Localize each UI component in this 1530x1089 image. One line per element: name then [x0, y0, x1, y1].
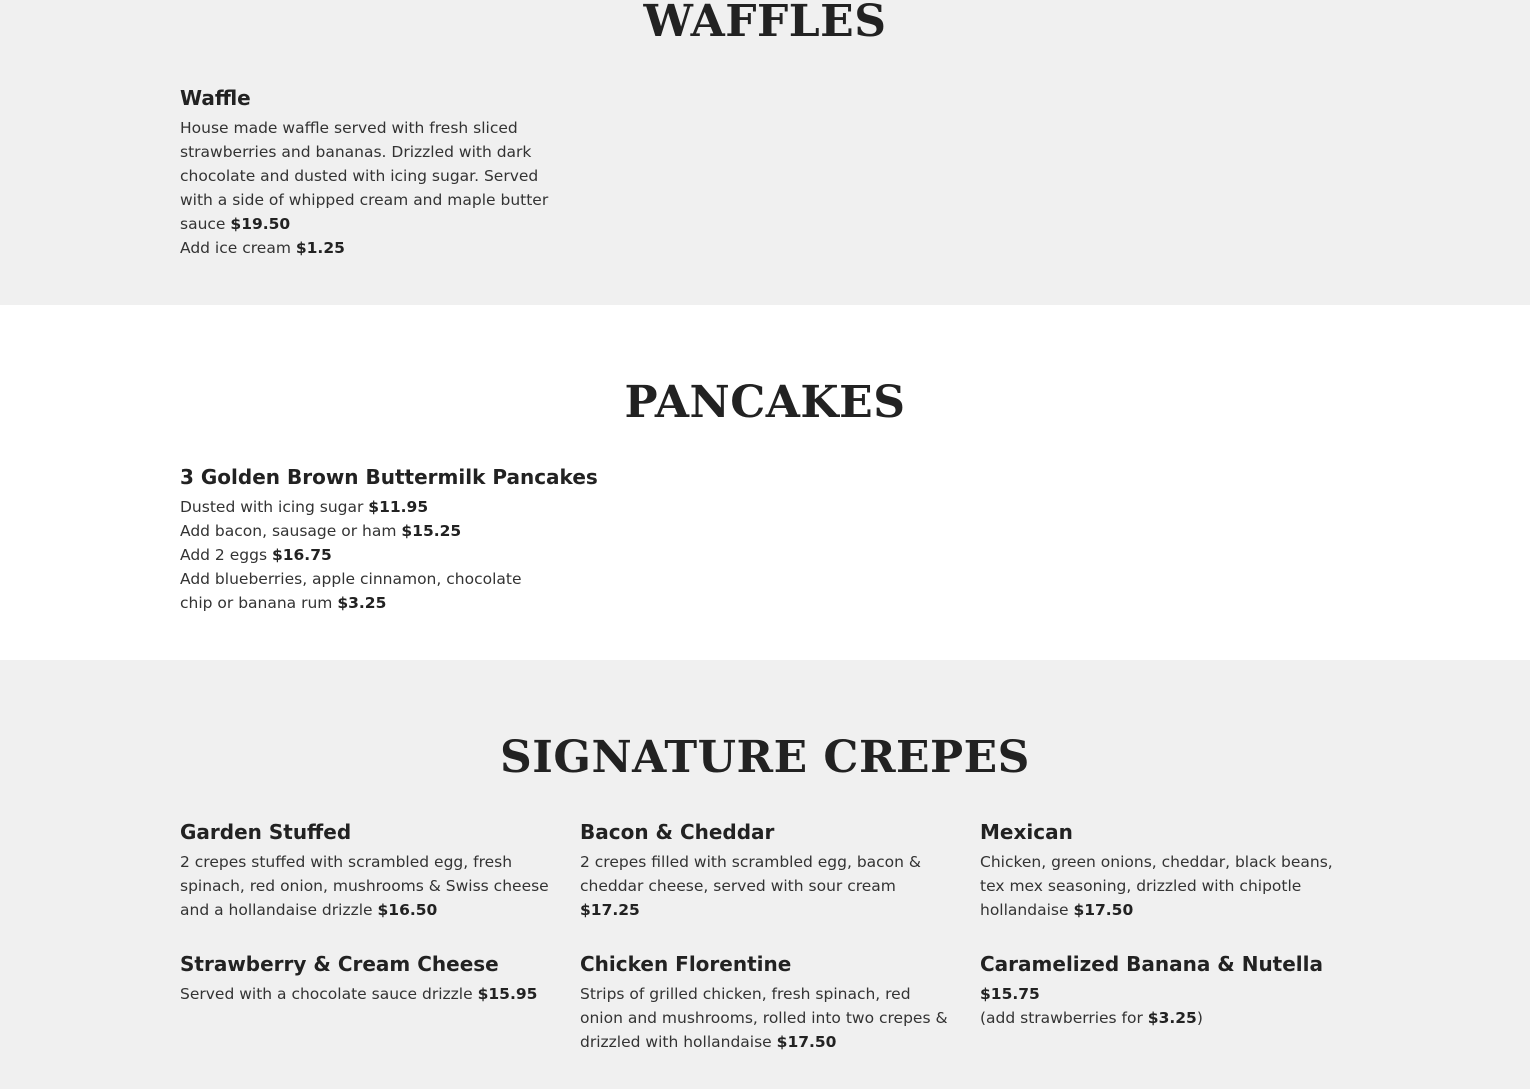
item-desc-text: 2 crepes filled with scrambled egg, bacon & cheddar cheese, served with sour cream: [580, 853, 922, 895]
crepes-heading: SIGNATURE CREPES: [500, 732, 1030, 783]
item-name: 3 Golden Brown Buttermilk Pancakes: [180, 465, 598, 489]
line-price: $3.25: [337, 594, 387, 612]
item-description: [180, 850, 550, 922]
crepes-section: [0, 660, 1530, 1089]
pancake-line: [180, 495, 550, 519]
pancakes-heading: PANCAKES: [624, 377, 906, 428]
menu-item-pancakes: [180, 465, 598, 615]
item-desc-text: Chicken, green onions, cheddar, black beans, tex mex seasoning, drizzled with chipotle hollandaise: [980, 853, 1333, 919]
item-description: [180, 116, 550, 236]
pancakes-section: [0, 305, 1530, 660]
item-description: [580, 850, 950, 922]
line-price: $15.25: [401, 522, 462, 540]
addon-price: $3.25: [1147, 1009, 1197, 1027]
line-text: Dusted with icing sugar: [180, 498, 364, 516]
item-description: [980, 982, 1350, 1006]
item-price: $19.50: [230, 215, 291, 233]
line-price: $11.95: [368, 498, 429, 516]
item-description: [580, 982, 950, 1054]
menu-item-crepe: [180, 820, 550, 922]
item-description: [180, 982, 550, 1006]
line-text: Add blueberries, apple cinnamon, chocolate chip or banana rum: [180, 570, 522, 612]
waffles-heading: WAFFLES: [643, 0, 887, 47]
item-price: $15.75: [980, 985, 1040, 1003]
waffles-section: [0, 0, 1530, 305]
item-name: Waffle: [180, 86, 251, 110]
item-name: Mexican: [980, 820, 1073, 844]
item-desc-text: Served with a chocolate sauce drizzle: [180, 985, 473, 1003]
item-name: Strawberry & Cream Cheese: [180, 952, 499, 976]
item-price: $17.50: [776, 1033, 837, 1051]
item-name: Chicken Florentine: [580, 952, 792, 976]
menu-item-crepe: [980, 820, 1350, 922]
item-desc-text: 2 crepes stuffed with scrambled egg, fresh spinach, red onion, mushrooms & Swiss cheese and a hollandaise drizzle: [180, 853, 549, 919]
item-price: $16.50: [377, 901, 438, 919]
line-price: $16.75: [271, 546, 332, 564]
item-desc-text: Strips of grilled chicken, fresh spinach, red onion and mushrooms, rolled into two crepes & drizzled with hollandaise: [580, 985, 948, 1051]
menu-item-crepe: [980, 952, 1350, 1030]
addon-text: Add ice cream: [180, 239, 291, 257]
addon-line: [180, 236, 550, 260]
menu-item-crepe: [580, 952, 950, 1054]
item-name: Bacon & Cheddar: [580, 820, 775, 844]
item-price: $17.25: [580, 901, 640, 919]
pancake-line: [180, 567, 550, 615]
line-text: Add bacon, sausage or ham: [180, 522, 397, 540]
line-text: Add 2 eggs: [180, 546, 268, 564]
addon-close: ): [1196, 1009, 1203, 1027]
menu-item-crepe: [580, 820, 950, 922]
item-desc-text: House made waffle served with fresh sliced strawberries and bananas. Drizzled with dark chocolate and dusted with icing sugar. Served with a side of whipped cream and maple butter sauce: [180, 119, 549, 233]
item-description: [980, 850, 1350, 922]
addon-text: (add strawberries for: [980, 1009, 1143, 1027]
item-name: Caramelized Banana & Nutella: [980, 952, 1324, 976]
menu-item-crepe: [180, 952, 550, 1006]
item-price: $17.50: [1073, 901, 1134, 919]
item-name: Garden Stuffed: [180, 820, 352, 844]
pancake-line: [180, 543, 550, 567]
addon-price: $1.25: [295, 239, 345, 257]
menu-item-waffle: [180, 86, 550, 260]
pancake-line: [180, 519, 550, 543]
addon-line: [980, 1006, 1350, 1030]
item-price: $15.95: [477, 985, 538, 1003]
